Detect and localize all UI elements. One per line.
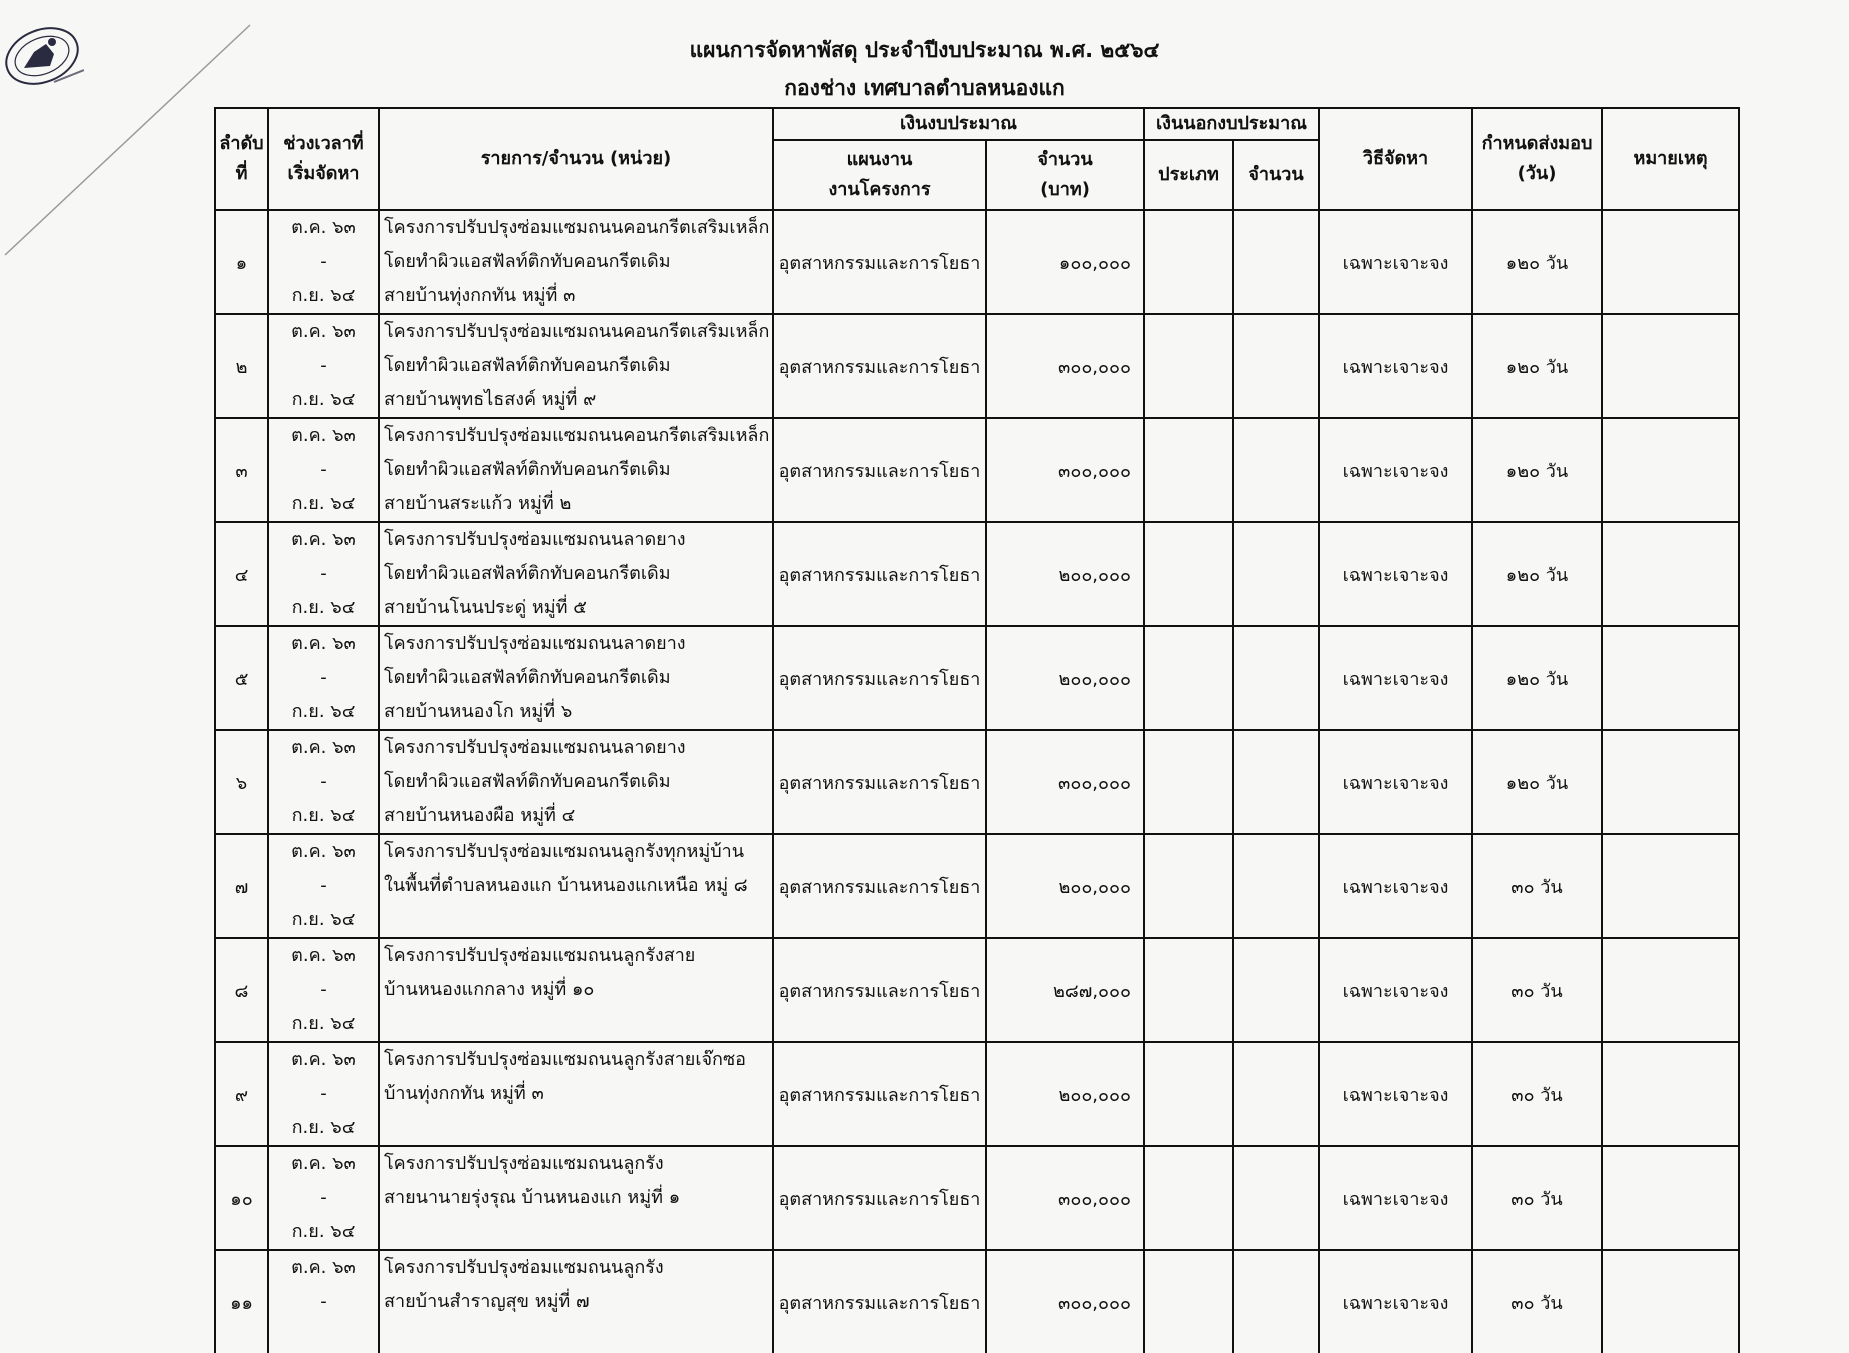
row-deadline: ๑๒๐ วัน bbox=[1472, 418, 1602, 522]
row-amount: ๒๐๐,๐๐๐ bbox=[986, 834, 1144, 938]
period-line: - bbox=[320, 875, 327, 896]
header-period: ช่วงเวลาที่ เริ่มจัดหา bbox=[268, 108, 379, 210]
row-description bbox=[379, 1042, 773, 1146]
header-non-budget: เงินนอกงบประมาณ bbox=[1144, 108, 1319, 140]
header-budget: เงินงบประมาณ bbox=[773, 108, 1144, 140]
row-type bbox=[1144, 1146, 1233, 1250]
row-method: เฉพาะเจาะจง bbox=[1319, 522, 1472, 626]
period-line: - bbox=[320, 1083, 327, 1104]
period-line: ต.ค. ๖๓ bbox=[291, 945, 356, 966]
row-type bbox=[1144, 834, 1233, 938]
row-method: เฉพาะเจาะจง bbox=[1319, 210, 1472, 314]
description-line: โครงการปรับปรุงซ่อมแซมถนนลูกรังทุกหมู่บ้าน bbox=[384, 841, 745, 862]
description-line: โครงการปรับปรุงซ่อมแซมถนนลูกรัง bbox=[384, 1257, 664, 1278]
row-nb-amount bbox=[1233, 834, 1319, 938]
row-plan: อุตสาหกรรมและการโยธา bbox=[773, 1146, 986, 1250]
row-description bbox=[379, 418, 773, 522]
header-remarks: หมายเหตุ bbox=[1602, 108, 1739, 210]
description-line: ในพื้นที่ตำบลหนองแก บ้านหนองแกเหนือ หมู่ ๘ bbox=[384, 875, 748, 896]
row-type bbox=[1144, 626, 1233, 730]
row-number: ๙ bbox=[215, 1042, 268, 1146]
row-number: ๖ bbox=[215, 730, 268, 834]
row-description bbox=[379, 834, 773, 938]
row-type bbox=[1144, 938, 1233, 1042]
row-deadline: ๑๒๐ วัน bbox=[1472, 522, 1602, 626]
period-line: - bbox=[320, 979, 327, 1000]
row-description bbox=[379, 938, 773, 1042]
row-nb-amount bbox=[1233, 418, 1319, 522]
row-plan: อุตสาหกรรมและการโยธา bbox=[773, 418, 986, 522]
header-no: ลำดับ ที่ bbox=[215, 108, 268, 210]
row-number: ๔ bbox=[215, 522, 268, 626]
row-period bbox=[268, 938, 379, 1042]
row-period bbox=[268, 418, 379, 522]
row-remarks bbox=[1602, 626, 1739, 730]
period-line: ต.ค. ๖๓ bbox=[291, 1257, 356, 1278]
header-method: วิธีจัดหา bbox=[1319, 108, 1472, 210]
row-type bbox=[1144, 418, 1233, 522]
period-line: - bbox=[320, 1187, 327, 1208]
description-line bbox=[384, 1215, 772, 1249]
row-deadline: ๓๐ วัน bbox=[1472, 1250, 1602, 1353]
row-remarks bbox=[1602, 1250, 1739, 1353]
period-line: ก.ย. ๖๔ bbox=[291, 285, 356, 306]
period-line: ก.ย. ๖๔ bbox=[291, 597, 356, 618]
row-deadline: ๑๒๐ วัน bbox=[1472, 210, 1602, 314]
row-plan: อุตสาหกรรมและการโยธา bbox=[773, 210, 986, 314]
row-remarks bbox=[1602, 522, 1739, 626]
period-line: ต.ค. ๖๓ bbox=[291, 321, 356, 342]
header-deadline: กำหนดส่งมอบ (วัน) bbox=[1472, 108, 1602, 210]
row-plan: อุตสาหกรรมและการโยธา bbox=[773, 1250, 986, 1353]
table-row bbox=[215, 626, 1739, 730]
period-line: ต.ค. ๖๓ bbox=[291, 1049, 356, 1070]
period-line: ก.ย. ๖๔ bbox=[291, 1117, 356, 1138]
row-amount: ๒๐๐,๐๐๐ bbox=[986, 522, 1144, 626]
header-amount: จำนวน (บาท) bbox=[986, 140, 1144, 210]
period-line bbox=[269, 1319, 378, 1353]
row-amount: ๓๐๐,๐๐๐ bbox=[986, 314, 1144, 418]
row-number: ๑๐ bbox=[215, 1146, 268, 1250]
description-line: โดยทำผิวแอสฟัลท์ติกทับคอนกรีตเดิม bbox=[384, 459, 671, 480]
row-method: เฉพาะเจาะจง bbox=[1319, 418, 1472, 522]
row-method: เฉพาะเจาะจง bbox=[1319, 834, 1472, 938]
row-nb-amount bbox=[1233, 626, 1319, 730]
row-deadline: ๑๒๐ วัน bbox=[1472, 730, 1602, 834]
description-line: โครงการปรับปรุงซ่อมแซมถนนลูกรัง bbox=[384, 1153, 664, 1174]
row-period bbox=[268, 1146, 379, 1250]
row-number: ๑ bbox=[215, 210, 268, 314]
row-remarks bbox=[1602, 834, 1739, 938]
header-plan: แผนงาน งานโครงการ bbox=[773, 140, 986, 210]
row-amount: ๓๐๐,๐๐๐ bbox=[986, 730, 1144, 834]
description-line: โดยทำผิวแอสฟัลท์ติกทับคอนกรีตเดิม bbox=[384, 667, 671, 688]
row-type bbox=[1144, 1250, 1233, 1353]
description-line: โครงการปรับปรุงซ่อมแซมถนนลาดยาง bbox=[384, 633, 686, 654]
description-line: โครงการปรับปรุงซ่อมแซมถนนคอนกรีตเสริมเหล็ก bbox=[384, 217, 770, 238]
period-line: - bbox=[320, 459, 327, 480]
description-line: สายบ้านหนองผือ หมู่ที่ ๔ bbox=[384, 805, 576, 826]
row-amount: ๓๐๐,๐๐๐ bbox=[986, 1250, 1144, 1353]
row-period bbox=[268, 1250, 379, 1353]
description-line: โดยทำผิวแอสฟัลท์ติกทับคอนกรีตเดิม bbox=[384, 251, 671, 272]
period-line: ต.ค. ๖๓ bbox=[291, 737, 356, 758]
row-number: ๓ bbox=[215, 418, 268, 522]
row-deadline: ๑๒๐ วัน bbox=[1472, 314, 1602, 418]
description-line: โดยทำผิวแอสฟัลท์ติกทับคอนกรีตเดิม bbox=[384, 355, 671, 376]
row-amount: ๓๐๐,๐๐๐ bbox=[986, 1146, 1144, 1250]
header-item: รายการ/จำนวน (หน่วย) bbox=[379, 108, 773, 210]
period-line: - bbox=[320, 1291, 327, 1312]
row-description bbox=[379, 626, 773, 730]
period-line: ก.ย. ๖๔ bbox=[291, 1013, 356, 1034]
row-amount: ๑๐๐,๐๐๐ bbox=[986, 210, 1144, 314]
row-number: ๗ bbox=[215, 834, 268, 938]
period-line: ต.ค. ๖๓ bbox=[291, 633, 356, 654]
document-subtitle: กองช่าง เทศบาลตำบลหนองแก bbox=[784, 76, 1065, 100]
period-line: - bbox=[320, 667, 327, 688]
table-row bbox=[215, 1250, 1739, 1353]
description-line: สายบ้านโนนประดู่ หมู่ที่ ๕ bbox=[384, 597, 587, 618]
description-line bbox=[384, 1007, 772, 1041]
description-line: โครงการปรับปรุงซ่อมแซมถนนคอนกรีตเสริมเหล็ก bbox=[384, 425, 770, 446]
row-plan: อุตสาหกรรมและการโยธา bbox=[773, 938, 986, 1042]
period-line: ก.ย. ๖๔ bbox=[291, 701, 356, 722]
row-description bbox=[379, 314, 773, 418]
row-period bbox=[268, 834, 379, 938]
row-deadline: ๓๐ วัน bbox=[1472, 938, 1602, 1042]
row-number: ๑๑ bbox=[215, 1250, 268, 1353]
period-line: - bbox=[320, 251, 327, 272]
row-number: ๒ bbox=[215, 314, 268, 418]
row-description bbox=[379, 730, 773, 834]
row-description bbox=[379, 1250, 773, 1353]
description-line: โครงการปรับปรุงซ่อมแซมถนนลูกรังสาย bbox=[384, 945, 696, 966]
period-line: ก.ย. ๖๔ bbox=[291, 805, 356, 826]
header-type: ประเภท bbox=[1144, 140, 1233, 210]
row-period bbox=[268, 210, 379, 314]
period-line: ต.ค. ๖๓ bbox=[291, 217, 356, 238]
description-line bbox=[384, 903, 772, 937]
row-nb-amount bbox=[1233, 314, 1319, 418]
description-line: โครงการปรับปรุงซ่อมแซมถนนคอนกรีตเสริมเหล็ก bbox=[384, 321, 770, 342]
row-nb-amount bbox=[1233, 522, 1319, 626]
table-row bbox=[215, 730, 1739, 834]
description-line: สายบ้านทุ่งกกทัน หมู่ที่ ๓ bbox=[384, 285, 576, 306]
row-nb-amount bbox=[1233, 210, 1319, 314]
table-row bbox=[215, 522, 1739, 626]
period-line: ต.ค. ๖๓ bbox=[291, 529, 356, 550]
row-description bbox=[379, 210, 773, 314]
description-line: โดยทำผิวแอสฟัลท์ติกทับคอนกรีตเดิม bbox=[384, 771, 671, 792]
row-period bbox=[268, 730, 379, 834]
row-description bbox=[379, 522, 773, 626]
description-line: บ้านทุ่งกกทัน หมู่ที่ ๓ bbox=[384, 1083, 544, 1104]
description-line: โครงการปรับปรุงซ่อมแซมถนนลาดยาง bbox=[384, 737, 686, 758]
period-line: - bbox=[320, 355, 327, 376]
row-plan: อุตสาหกรรมและการโยธา bbox=[773, 730, 986, 834]
row-plan: อุตสาหกรรมและการโยธา bbox=[773, 314, 986, 418]
row-deadline: ๓๐ วัน bbox=[1472, 1146, 1602, 1250]
row-remarks bbox=[1602, 418, 1739, 522]
row-nb-amount bbox=[1233, 1042, 1319, 1146]
header-nb-amount: จำนวน bbox=[1233, 140, 1319, 210]
row-period bbox=[268, 522, 379, 626]
description-line: บ้านหนองแกกลาง หมู่ที่ ๑๐ bbox=[384, 979, 595, 1000]
row-number: ๘ bbox=[215, 938, 268, 1042]
period-line: ก.ย. ๖๔ bbox=[291, 389, 356, 410]
row-number: ๕ bbox=[215, 626, 268, 730]
row-method: เฉพาะเจาะจง bbox=[1319, 1250, 1472, 1353]
period-line: - bbox=[320, 563, 327, 584]
row-plan: อุตสาหกรรมและการโยธา bbox=[773, 1042, 986, 1146]
description-line: โครงการปรับปรุงซ่อมแซมถนนลาดยาง bbox=[384, 529, 686, 550]
row-period bbox=[268, 1042, 379, 1146]
row-method: เฉพาะเจาะจง bbox=[1319, 626, 1472, 730]
period-line: ต.ค. ๖๓ bbox=[291, 425, 356, 446]
row-nb-amount bbox=[1233, 1250, 1319, 1353]
row-deadline: ๓๐ วัน bbox=[1472, 834, 1602, 938]
description-line: สายบ้านหนองโก หมู่ที่ ๖ bbox=[384, 701, 573, 722]
period-line: ก.ย. ๖๔ bbox=[291, 1221, 356, 1242]
description-line: สายบ้านสระแก้ว หมู่ที่ ๒ bbox=[384, 493, 572, 514]
row-type bbox=[1144, 314, 1233, 418]
row-amount: ๓๐๐,๐๐๐ bbox=[986, 418, 1144, 522]
row-remarks bbox=[1602, 210, 1739, 314]
description-line bbox=[384, 1319, 772, 1353]
description-line: สายบ้านสำราญสุข หมู่ที่ ๗ bbox=[384, 1291, 590, 1312]
row-type bbox=[1144, 1042, 1233, 1146]
row-remarks bbox=[1602, 314, 1739, 418]
procurement-plan-table bbox=[214, 107, 1740, 1353]
table-row bbox=[215, 418, 1739, 522]
period-line: - bbox=[320, 771, 327, 792]
row-period bbox=[268, 626, 379, 730]
row-remarks bbox=[1602, 1042, 1739, 1146]
period-line: ก.ย. ๖๔ bbox=[291, 493, 356, 514]
row-amount: ๒๐๐,๐๐๐ bbox=[986, 1042, 1144, 1146]
row-period bbox=[268, 314, 379, 418]
table-row bbox=[215, 834, 1739, 938]
row-method: เฉพาะเจาะจง bbox=[1319, 314, 1472, 418]
description-line bbox=[384, 1111, 772, 1145]
row-method: เฉพาะเจาะจง bbox=[1319, 1042, 1472, 1146]
row-plan: อุตสาหกรรมและการโยธา bbox=[773, 522, 986, 626]
row-nb-amount bbox=[1233, 730, 1319, 834]
row-type bbox=[1144, 730, 1233, 834]
row-method: เฉพาะเจาะจง bbox=[1319, 938, 1472, 1042]
period-line: ต.ค. ๖๓ bbox=[291, 841, 356, 862]
document-title: แผนการจัดหาพัสดุ ประจำปีงบประมาณ พ.ศ. ๒๕๖๔ bbox=[689, 38, 1160, 62]
table-row bbox=[215, 1146, 1739, 1250]
description-line: โดยทำผิวแอสฟัลท์ติกทับคอนกรีตเดิม bbox=[384, 563, 671, 584]
row-amount: ๒๐๐,๐๐๐ bbox=[986, 626, 1144, 730]
row-remarks bbox=[1602, 938, 1739, 1042]
row-deadline: ๑๒๐ วัน bbox=[1472, 626, 1602, 730]
table-row bbox=[215, 210, 1739, 314]
row-amount: ๒๘๗,๐๐๐ bbox=[986, 938, 1144, 1042]
row-type bbox=[1144, 210, 1233, 314]
description-line: โครงการปรับปรุงซ่อมแซมถนนลูกรังสายเจ๊กซอ bbox=[384, 1049, 746, 1070]
row-nb-amount bbox=[1233, 938, 1319, 1042]
row-type bbox=[1144, 522, 1233, 626]
table-row bbox=[215, 938, 1739, 1042]
description-line: สายนานายรุ่งรุณ บ้านหนองแก หมู่ที่ ๑ bbox=[384, 1187, 681, 1208]
table-row bbox=[215, 1042, 1739, 1146]
row-method: เฉพาะเจาะจง bbox=[1319, 730, 1472, 834]
period-line: ก.ย. ๖๔ bbox=[291, 909, 356, 930]
period-line: ต.ค. ๖๓ bbox=[291, 1153, 356, 1174]
row-method: เฉพาะเจาะจง bbox=[1319, 1146, 1472, 1250]
table-row bbox=[215, 314, 1739, 418]
description-line: สายบ้านพุทธไธสงค์ หมู่ที่ ๙ bbox=[384, 389, 597, 410]
row-description bbox=[379, 1146, 773, 1250]
row-nb-amount bbox=[1233, 1146, 1319, 1250]
row-plan: อุตสาหกรรมและการโยธา bbox=[773, 834, 986, 938]
row-deadline: ๓๐ วัน bbox=[1472, 1042, 1602, 1146]
row-remarks bbox=[1602, 1146, 1739, 1250]
row-plan: อุตสาหกรรมและการโยธา bbox=[773, 626, 986, 730]
row-remarks bbox=[1602, 730, 1739, 834]
